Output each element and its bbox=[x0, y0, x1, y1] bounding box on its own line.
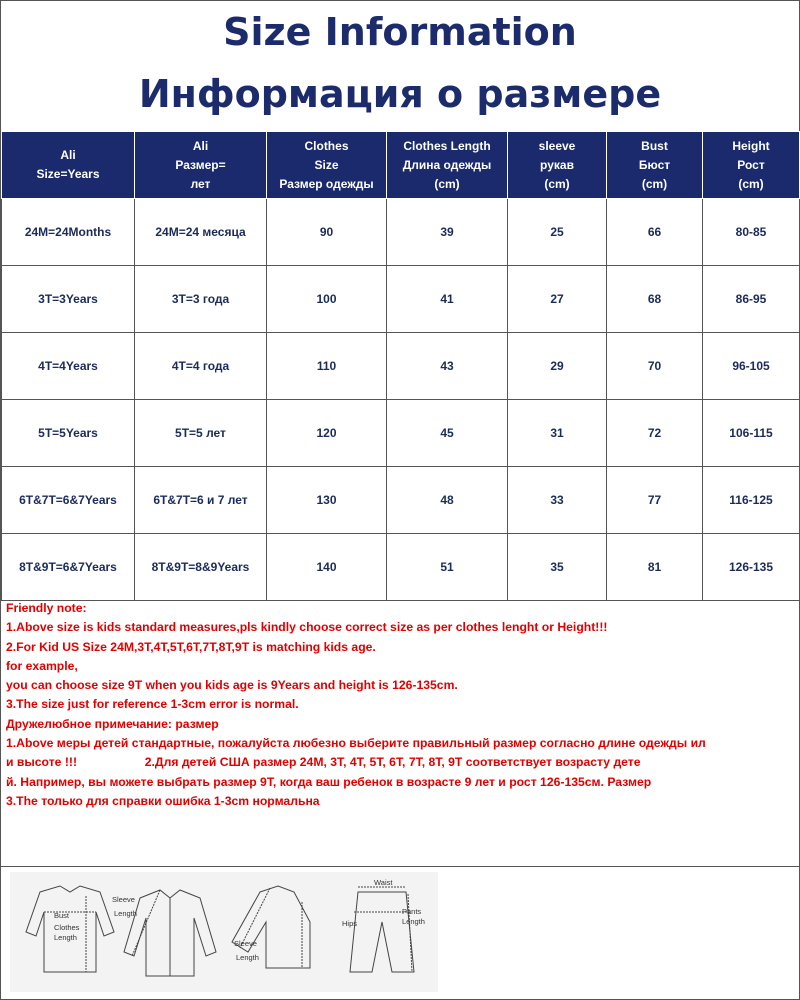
header-line: Height bbox=[732, 138, 770, 153]
table-cell: 130 bbox=[267, 467, 387, 534]
table-cell: 120 bbox=[267, 400, 387, 467]
note-line: й. Например, вы можете выбрать размер 9T, когда ваш ребенок в возрасте 9 лет и рост 126-135см. Размер bbox=[6, 774, 652, 789]
table-cell: 29 bbox=[508, 333, 607, 400]
label-pants: Pants bbox=[402, 907, 422, 916]
table-cell: 86-95 bbox=[703, 266, 800, 333]
header-clothes-size bbox=[267, 132, 387, 199]
table-cell: 43 bbox=[387, 333, 508, 400]
header-line: Размер= bbox=[175, 157, 226, 172]
header-line: (cm) bbox=[544, 176, 570, 191]
table-row bbox=[2, 199, 800, 266]
table-cell: 39 bbox=[387, 199, 508, 266]
header-line: (cm) bbox=[641, 176, 668, 191]
label-hips: Hips bbox=[342, 919, 358, 928]
header-line: Длина одежды bbox=[402, 157, 492, 172]
header-line: Size bbox=[314, 157, 339, 172]
table-cell: 6T&7T=6 и 7 лет bbox=[135, 467, 267, 534]
table-cell: 116-125 bbox=[703, 467, 800, 534]
table-cell: 35 bbox=[508, 534, 607, 601]
table-cell: 70 bbox=[607, 333, 703, 400]
table-row bbox=[2, 467, 800, 534]
header-line: sleeve bbox=[538, 138, 576, 153]
header-line: Ali bbox=[60, 148, 76, 162]
label-sleeve-2: Sleeve bbox=[234, 939, 257, 948]
table-row bbox=[2, 534, 800, 601]
header-sleeve bbox=[508, 132, 607, 199]
header-ali-size-ru bbox=[135, 132, 267, 199]
table-cell: 3T=3 года bbox=[135, 266, 267, 333]
table-cell: 5T=5Years bbox=[2, 400, 135, 467]
table-cell: 3T=3Years bbox=[2, 266, 135, 333]
measurement-diagrams-svg bbox=[10, 872, 438, 992]
header-ali-size-years bbox=[2, 132, 135, 199]
header-line: рукав bbox=[540, 157, 574, 172]
header-line: Рост bbox=[737, 157, 765, 172]
friendly-notes bbox=[6, 599, 796, 811]
table-cell: 110 bbox=[267, 333, 387, 400]
label-sleeve-length: Length bbox=[114, 909, 137, 918]
table-cell: 51 bbox=[387, 534, 508, 601]
table-cell: 48 bbox=[387, 467, 508, 534]
divider bbox=[1, 866, 799, 867]
header-line: Бюст bbox=[638, 157, 671, 172]
note-line: и высоте !!! 2.Для детей США размер 24M, 3T, 4T, 5T, 6T, 7T, 8T, 9T соответствует возрасту дете bbox=[6, 755, 641, 770]
label-pants-length: Length bbox=[402, 917, 425, 926]
table-cell: 4T=4Years bbox=[2, 333, 135, 400]
table-cell: 77 bbox=[607, 467, 703, 534]
table-cell: 106-115 bbox=[703, 400, 800, 467]
header-line: Ali bbox=[192, 138, 209, 153]
table-cell: 45 bbox=[387, 400, 508, 467]
label-clothes: Clothes bbox=[54, 923, 80, 932]
table-cell: 8T&9T=6&7Years bbox=[2, 534, 135, 601]
table-cell: 8T&9T=8&9Years bbox=[135, 534, 267, 601]
table-cell: 96-105 bbox=[703, 333, 800, 400]
size-table bbox=[1, 131, 800, 601]
note-line: you can choose size 9T when you kids age is 9Years and height is 126-135cm. bbox=[6, 678, 458, 693]
table-cell: 41 bbox=[387, 266, 508, 333]
header-line: (cm) bbox=[434, 176, 460, 191]
label-clothes-length: Length bbox=[54, 933, 77, 942]
label-length-2: Length bbox=[236, 953, 259, 962]
table-cell: 25 bbox=[508, 199, 607, 266]
table-cell: 4T=4 года bbox=[135, 333, 267, 400]
header-height bbox=[703, 132, 800, 199]
table-row bbox=[2, 333, 800, 400]
table-cell: 24M=24 месяца bbox=[135, 199, 267, 266]
table-cell: 100 bbox=[267, 266, 387, 333]
note-line: 1.Above size is kids standard measures,pls kindly choose correct size as per clothes lenght or Height!!! bbox=[6, 620, 608, 635]
table-cell: 66 bbox=[607, 199, 703, 266]
note-line: 2.For Kid US Size 24M,3T,4T,5T,6T,7T,8T,9T is matching kids age. bbox=[6, 639, 376, 654]
note-line: Friendly note: bbox=[6, 601, 87, 615]
header-line: лет bbox=[190, 176, 211, 191]
note-line: 3.The size just for reference 1-3cm error is normal. bbox=[6, 697, 299, 712]
measurement-diagrams bbox=[10, 872, 438, 992]
label-waist: Waist bbox=[374, 878, 393, 887]
table-cell: 72 bbox=[607, 400, 703, 467]
table-header-row bbox=[2, 132, 800, 199]
table-cell: 80-85 bbox=[703, 199, 800, 266]
table-cell: 68 bbox=[607, 266, 703, 333]
table-row bbox=[2, 400, 800, 467]
header-line: (cm) bbox=[738, 176, 764, 191]
header-line: Size=Years bbox=[36, 167, 100, 181]
note-line: 1.Above меры детей стандартные, пожалуйста любезно выберите правильный размер согласно длине одежды ил bbox=[6, 736, 706, 751]
table-row bbox=[2, 266, 800, 333]
header-bust bbox=[607, 132, 703, 199]
header-clothes-length bbox=[387, 132, 508, 199]
title-russian: Информация о размере bbox=[138, 72, 662, 116]
table-cell: 27 bbox=[508, 266, 607, 333]
label-bust: Bust bbox=[54, 911, 70, 920]
table-cell: 24M=24Months bbox=[2, 199, 135, 266]
table-cell: 90 bbox=[267, 199, 387, 266]
note-line: for example, bbox=[6, 658, 78, 673]
header-line: Clothes Length bbox=[403, 138, 491, 153]
header-line: Clothes bbox=[304, 138, 349, 153]
table-cell: 5T=5 лет bbox=[135, 400, 267, 467]
title-english: Size Information bbox=[223, 10, 577, 54]
table-cell: 6T&7T=6&7Years bbox=[2, 467, 135, 534]
header-line: Bust bbox=[641, 138, 668, 153]
table-cell: 31 bbox=[508, 400, 607, 467]
header-line: Размер одежды bbox=[279, 176, 374, 191]
table-cell: 140 bbox=[267, 534, 387, 601]
pants-diagram bbox=[350, 887, 414, 972]
table-cell: 33 bbox=[508, 467, 607, 534]
shirt-sleeve-diagram bbox=[124, 890, 216, 976]
note-line: 3.The только для справки ошибка 1-3cm нормальна bbox=[6, 793, 320, 808]
table-cell: 126-135 bbox=[703, 534, 800, 601]
note-line: Дружелюбное примечание: размер bbox=[6, 716, 219, 731]
label-sleeve: Sleeve bbox=[112, 895, 135, 904]
table-cell: 81 bbox=[607, 534, 703, 601]
